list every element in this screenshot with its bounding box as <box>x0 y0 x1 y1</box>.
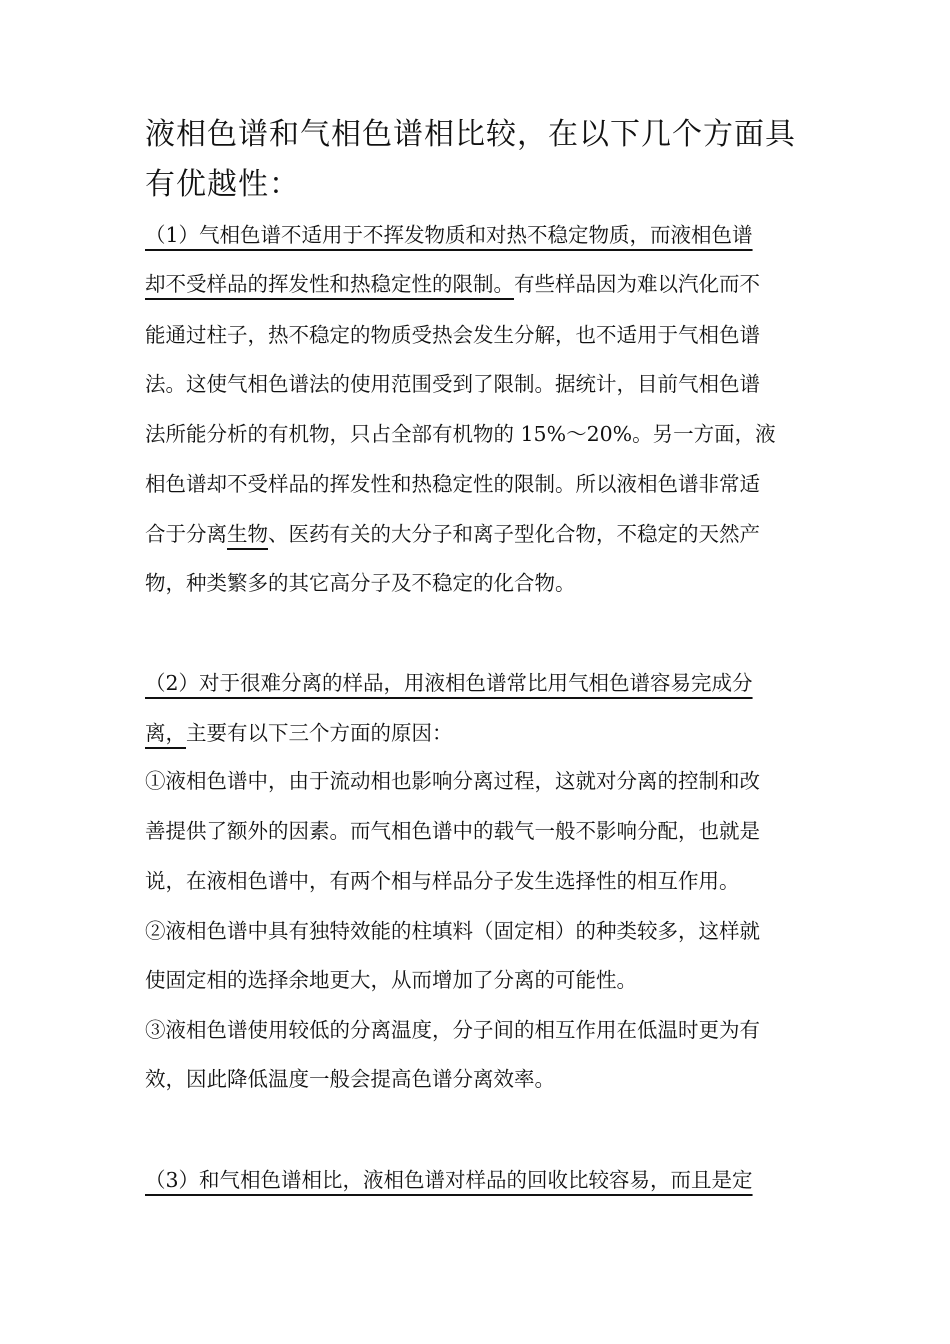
section2-line1 <box>145 659 815 708</box>
section1-line6: 相色谱却不受样品的挥发性和热稳定性的限制。所以液相色谱非常适 <box>145 472 760 496</box>
section2-line2 <box>145 709 815 758</box>
section1-underlined-word: 生物 <box>227 522 268 546</box>
section1-line2-text: 有些样品因为难以汽化而不 <box>514 272 760 296</box>
section1-line8: 物，种类繁多的其它高分子及不稳定的化合物。 <box>145 571 576 595</box>
section2-heading-underlined: （2）对于很难分离的样品，用液相色谱常比用气相色谱容易完成分 <box>145 671 753 695</box>
section2-line5: 说，在液相色谱中，有两个相与样品分子发生选择性的相互作用。 <box>145 869 740 893</box>
section1-line7-pre: 合于分离 <box>145 522 227 546</box>
section2-line8: ③液相色谱使用较低的分离温度，分子间的相互作用在低温时更为有 <box>145 1018 760 1042</box>
section2-line7: 使固定相的选择余地更大，从而增加了分离的可能性。 <box>145 968 637 992</box>
section2-line4: 善提供了额外的因素。而气相色谱中的载气一般不影响分配，也就是 <box>145 819 760 843</box>
section2-line9: 效，因此降低温度一般会提高色谱分离效率。 <box>145 1067 555 1091</box>
section1-line3: 能通过柱子，热不稳定的物质受热会发生分解，也不适用于气相色谱 <box>145 323 760 347</box>
section2-line2-text: 主要有以下三个方面的原因： <box>186 721 453 745</box>
section1-line5: 法所能分析的有机物，只占全部有机物的 15%～20%。另一方面，液 <box>145 422 776 446</box>
section1-line4: 法。这使气相色谱法的使用范围受到了限制。据统计，目前气相色谱 <box>145 372 760 396</box>
section3-heading-underlined: （3）和气相色谱相比，液相色谱对样品的回收比较容易，而且是定 <box>145 1168 753 1192</box>
section1-line2 <box>145 260 815 309</box>
section1-underlined-phrase: 却不受样品的挥发性和热稳定性的限制。 <box>145 272 514 296</box>
section2-underlined-phrase: 离， <box>145 721 186 745</box>
section1-heading-underlined: （1）气相色谱不适用于不挥发物质和对热不稳定物质，而液相色谱 <box>145 223 753 247</box>
section3-line1 <box>145 1156 815 1205</box>
section2-line6: ②液相色谱中具有独特效能的柱填料（固定相）的种类较多，这样就 <box>145 919 760 943</box>
section2-line3: ①液相色谱中，由于流动相也影响分离过程，这就对分离的控制和改 <box>145 769 760 793</box>
section1-line7 <box>145 510 815 559</box>
document-title: 液相色谱和气相色谱相比较，在以下几个方面具有优越性： <box>145 117 796 202</box>
section1-line7-post: 、医药有关的大分子和离子型化合物，不稳定的天然产 <box>268 522 760 546</box>
section1-line1 <box>145 211 815 260</box>
